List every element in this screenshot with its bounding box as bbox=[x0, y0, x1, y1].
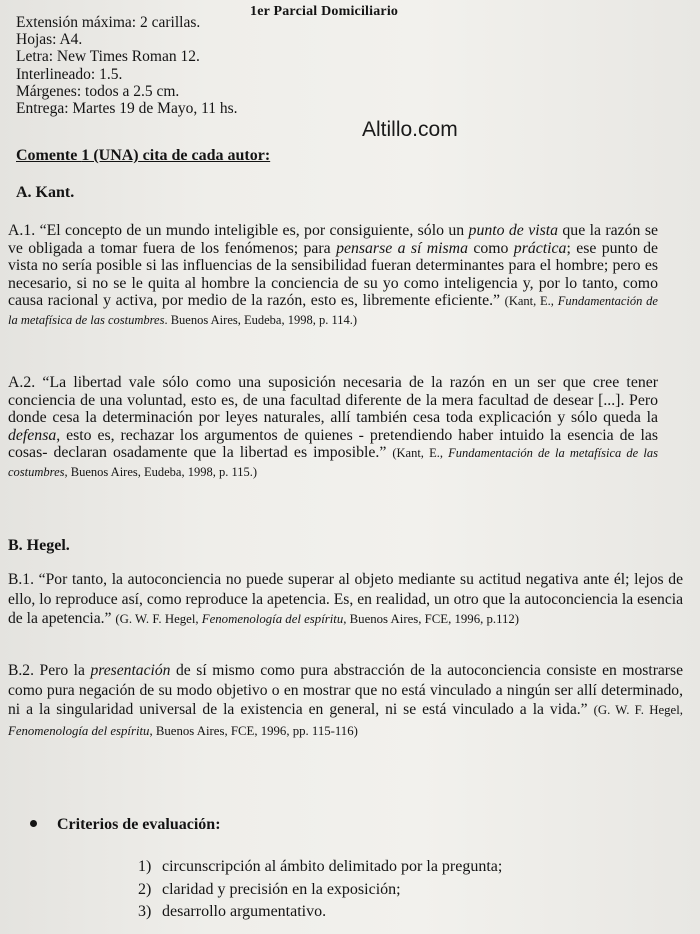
citation-post: , Buenos Aires, Eudeba, 1998, p. 115.) bbox=[64, 464, 258, 479]
quote-b2-text-2: de sí mismo como pura abstracción de la autoconciencia consiste en mostrarse como pura negación de su modo objetivo o en mostrar que no está vinculado a ningún ser allí determinado, ni a la singularidad universal de la existencia en general, ni se está vinculado a la vida.” bbox=[8, 662, 683, 718]
citation-title: Fenomenología del espíritu bbox=[201, 612, 344, 626]
page-title: 1er Parcial Domiciliario bbox=[250, 4, 399, 19]
quote-a1-text-3: como bbox=[467, 239, 514, 257]
quote-a2 bbox=[8, 374, 658, 482]
section-heading-hegel: B. Hegel. bbox=[8, 537, 70, 554]
quote-a1-italic-2: pensarse a sí misma bbox=[336, 239, 468, 257]
citation-post: , Buenos Aires, FCE, 1996, pp. 115-116) bbox=[149, 723, 358, 738]
quote-b2-text-1: B.2. Pero la bbox=[8, 662, 91, 679]
requirement-paper: Hojas: A4. bbox=[16, 31, 83, 49]
quote-a1-italic-3: práctica bbox=[513, 239, 567, 257]
quote-a1-text-2: que la razón se ve obligada a tomar fuera de los fenómenos; para bbox=[8, 222, 658, 257]
criteria-number: 2) bbox=[138, 880, 152, 898]
criteria-text: desarrollo argumentativo. bbox=[162, 903, 327, 920]
citation-post: , Buenos Aires, FCE, 1996, p.112) bbox=[343, 612, 520, 626]
criteria-text: circunscripción al ámbito delimitado por la pregunta; bbox=[162, 858, 503, 875]
criteria-item bbox=[138, 901, 502, 924]
quote-b1 bbox=[8, 570, 683, 630]
citation-title: Fundamentación de la metafísica de las costumbres bbox=[8, 294, 658, 327]
quote-b2 bbox=[8, 661, 683, 741]
requirement-margins: Márgenes: todos a 2.5 cm. bbox=[16, 82, 180, 100]
criteria-heading bbox=[30, 816, 221, 834]
quote-a1-italic-1: punto de vista bbox=[468, 222, 559, 239]
quote-a1 bbox=[8, 222, 658, 330]
citation-title: Fenomenología del espíritu bbox=[8, 723, 150, 738]
requirement-font: Letra: New Times Roman 12. bbox=[16, 48, 200, 66]
instruction bbox=[16, 147, 270, 165]
citation-pre: (G. W. F. Hegel, bbox=[115, 612, 202, 626]
criteria-item bbox=[138, 879, 502, 902]
quote-b1-text-1: B.1. “Por tanto, la autoconciencia no puede superar al objeto mediante su actitud negativa ante él; lejos de ello, lo reproduce así, como reproduce la apetencia. Es, en realidad, un otro que la autoconciencia la esencia de la apetencia.” bbox=[8, 571, 683, 627]
bullet-icon bbox=[30, 820, 37, 827]
quote-a1-text-1: A.1. “El concepto de un mundo inteligible es, por consiguiente, sólo un bbox=[8, 222, 469, 239]
quote-b1-citation bbox=[115, 612, 519, 626]
citation-pre: (G. W. F. Hegel, bbox=[593, 703, 683, 717]
criteria-item bbox=[138, 856, 502, 879]
instruction-post: cita de cada autor: bbox=[138, 147, 271, 164]
citation-title: Fundamentación de la metafísica de las costumbres bbox=[8, 446, 658, 479]
quote-a2-text-2: , esto es, rechazar los argumentos de quienes - pretendiendo haber intuido la esencia de las cosas- declaran osadamente que la libertad es imposible.” bbox=[8, 426, 658, 462]
instruction-pre: Comente bbox=[16, 147, 82, 164]
requirement-line-spacing: Interlineado: 1.5. bbox=[16, 65, 123, 83]
requirement-delivery: Entrega: Martes 19 de Mayo, 11 hs. bbox=[16, 100, 238, 118]
quote-a1-text-4: ; ese punto de vista no sería posible si las influencias de la sensibilidad fueran determinantes para el hombre; pero es necesario, si no se le quita al hombre la conciencia de su yo como inteligencia y, por lo tanto, como causa racional y activa, por medio de la razón, esto es, libremente eficiente.” bbox=[8, 239, 658, 310]
section-heading-kant: A. Kant. bbox=[16, 184, 75, 201]
criteria-heading-text: Criterios de evaluación: bbox=[57, 816, 221, 833]
instruction-count: 1 (UNA) bbox=[81, 147, 139, 164]
citation-post: . Buenos Aires, Eudeba, 1998, p. 114.) bbox=[164, 312, 358, 327]
citation-pre: (Kant, E., bbox=[504, 294, 558, 309]
criteria-list bbox=[138, 856, 502, 924]
requirements-list bbox=[16, 14, 238, 117]
criteria-number: 3) bbox=[138, 903, 152, 920]
quote-b2-italic-1: presentación bbox=[90, 662, 171, 679]
quote-a2-text-1: A.2. “La libertad vale sólo como una suposición necesaria de la razón en un ser que cree tener conciencia de una voluntad, esto es, de una facultad diferente de la mera facultad de desear [...]. Pero donde cesa la determinación por leyes naturales, allí también cesa toda explicación y sólo queda la bbox=[8, 374, 658, 427]
requirement-extension: Extensión máxima: 2 carillas. bbox=[16, 14, 201, 31]
quote-a2-italic-1: defensa bbox=[8, 426, 57, 444]
criteria-number: 1) bbox=[138, 858, 152, 875]
citation-pre: (Kant, E., bbox=[392, 446, 449, 461]
criteria-text: claridad y precisión en la exposición; bbox=[162, 880, 401, 898]
watermark: Altillo.com bbox=[362, 118, 458, 141]
